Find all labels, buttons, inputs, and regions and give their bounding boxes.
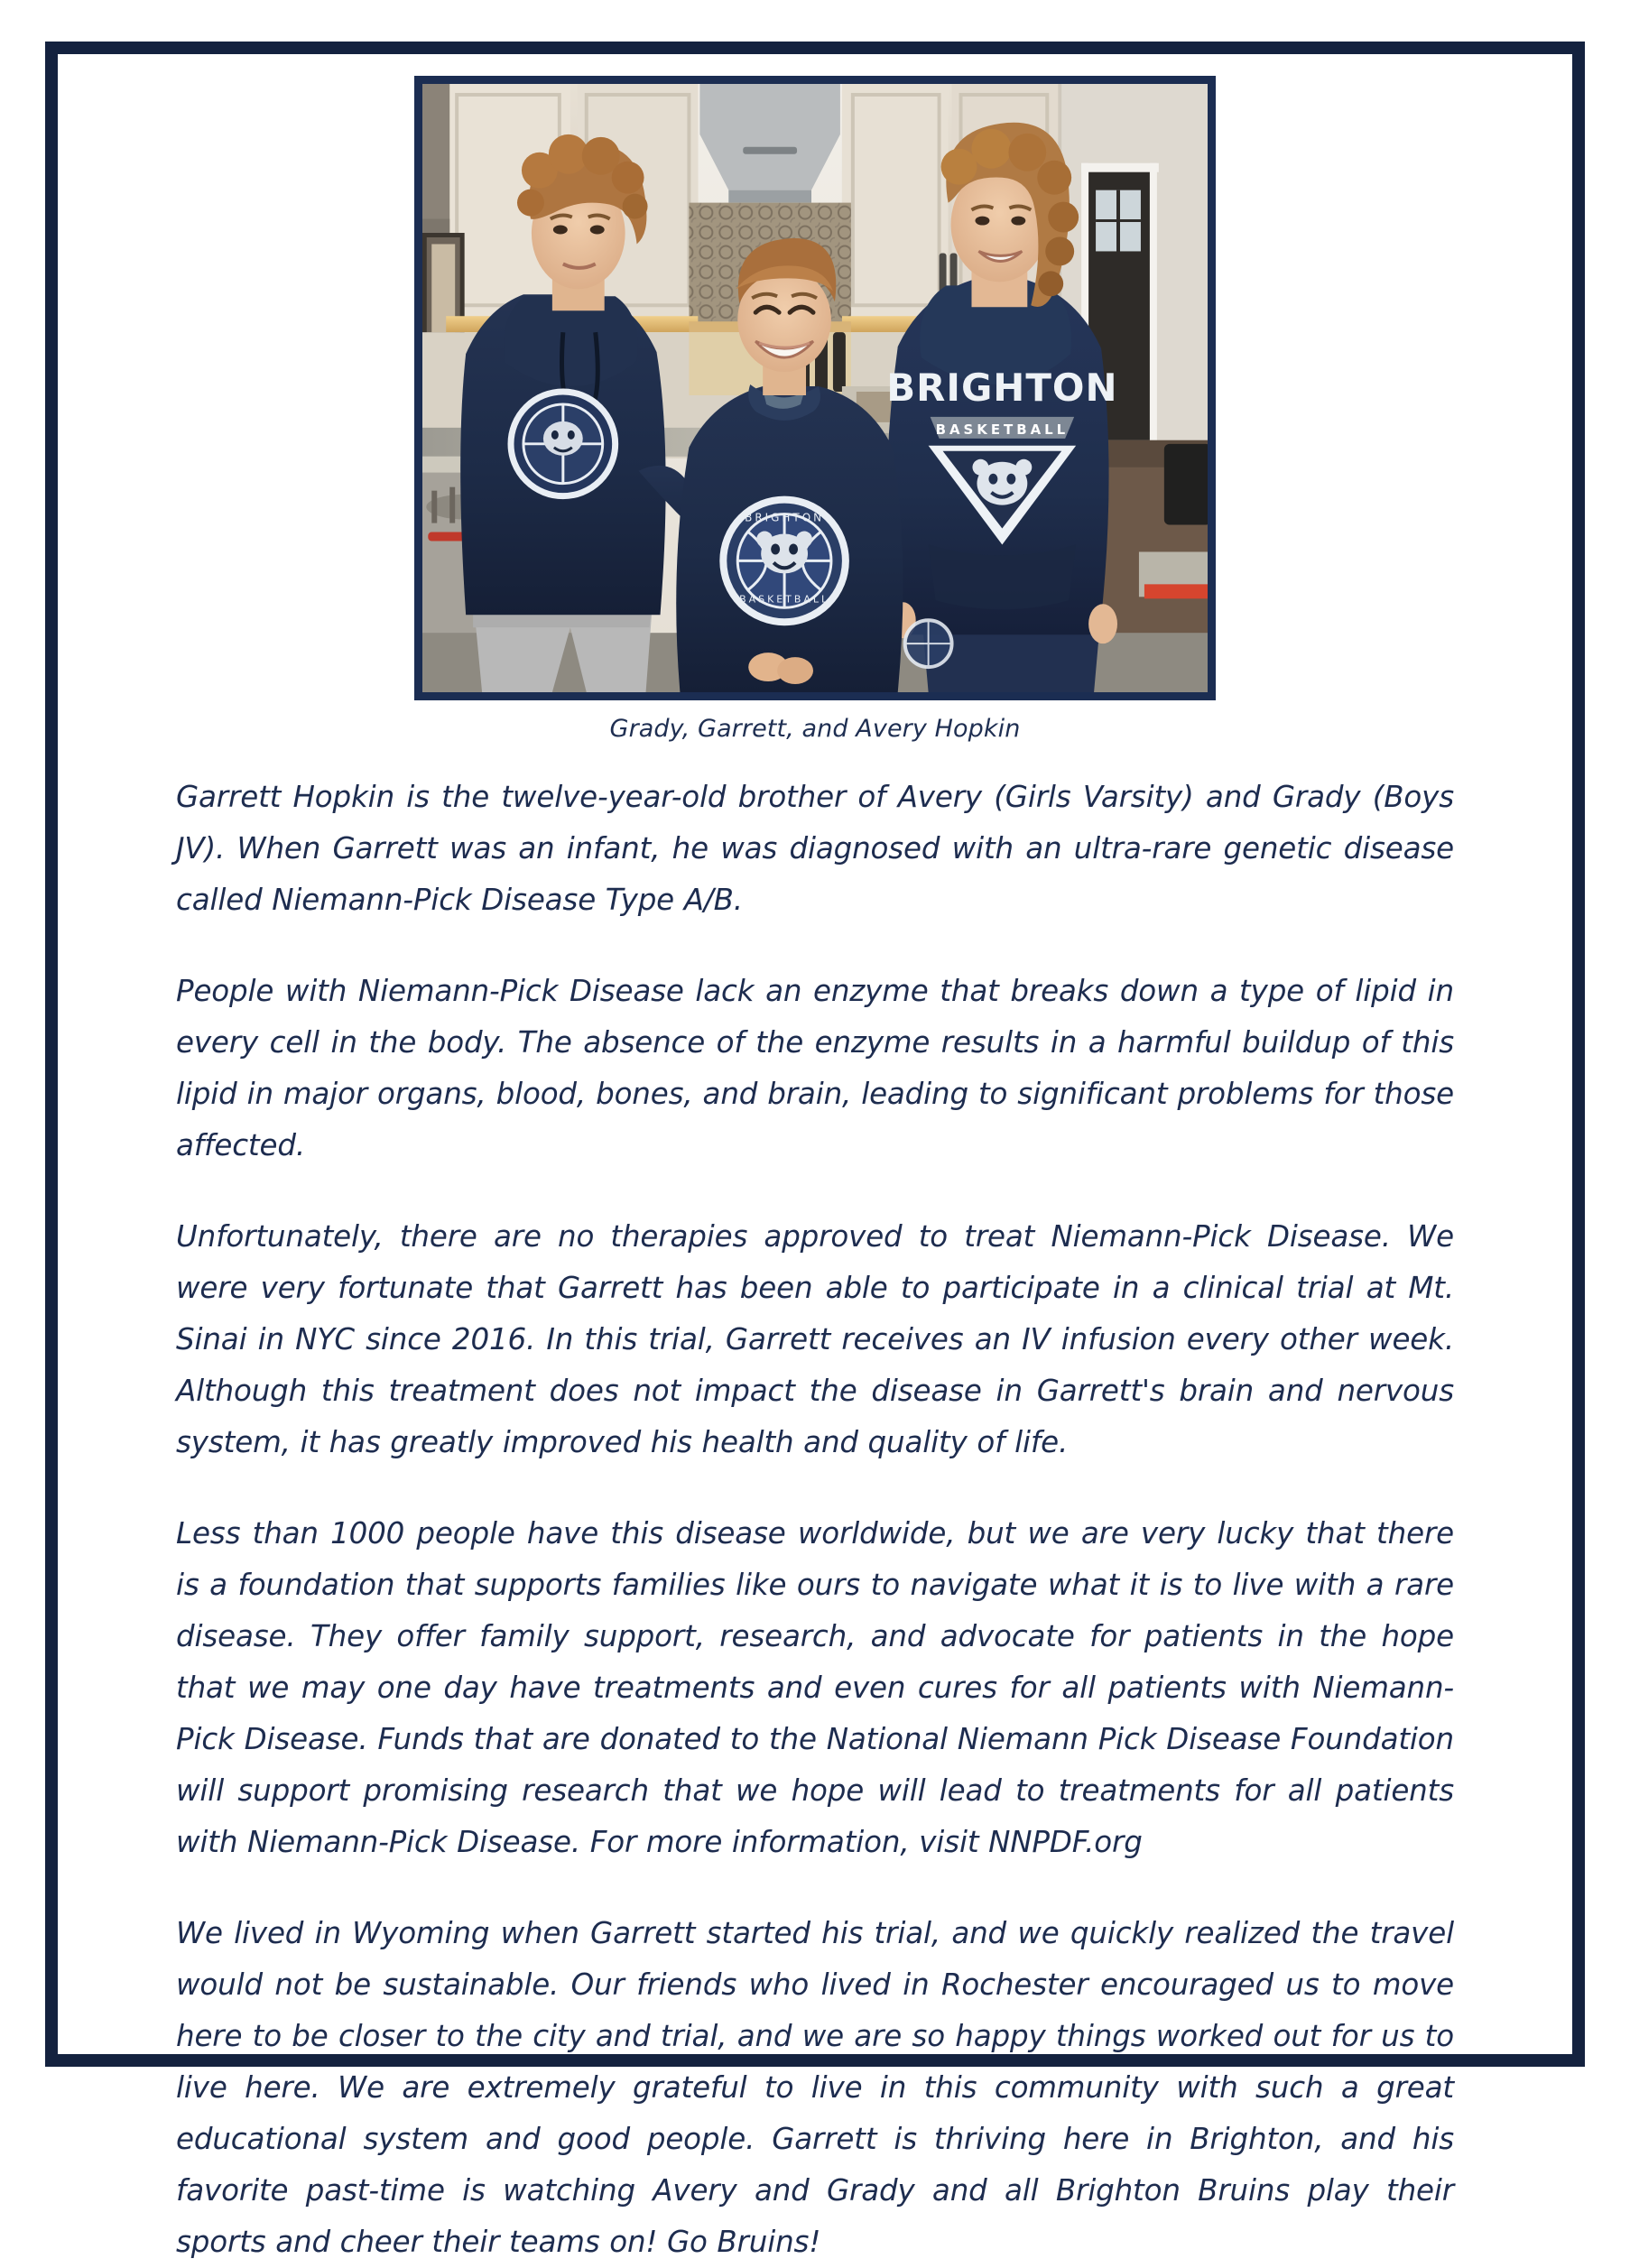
article-paragraph: People with Niemann-Pick Disease lack an enzyme that breaks down a type of lipid in every cell in the body. The absence of the enzyme results in a harmful buildup of this lipid in major organs, blood, bones, and brain, leading to significant problems for those affected. — [176, 973, 1454, 1162]
photo-block — [58, 54, 1572, 745]
article-paragraph: We lived in Wyoming when Garrett started his trial, and we quickly realized the travel would not be sustainable. Our friends who lived in Rochester encouraged us to move here to be closer to the city and trial, and we are so happy things worked out for us to live here. We are extremely grateful to live in this community with such a great educational system and good people. Garrett is thriving here in Brighton, and his favorite past-time is watching Avery and Grady and all Brighton Bruins play their sports and cheer their teams on! Go Bruins! — [176, 1915, 1454, 2259]
svg-text:BRIGHTON: BRIGHTON — [745, 511, 825, 524]
article-paragraph: Unfortunately, there are no therapies approved to treat Niemann-Pick Disease. We were very fortunate that Garrett has been able to participate in a clinical trial at Mt. Sinai in NYC since 2016. In this trial, Garrett receives an IV infusion every other week. Although this treatment does not impact the disease in Garrett's brain and nervous system, it has greatly improved his health and quality of life. — [176, 1218, 1454, 1459]
article-body — [176, 745, 1454, 2268]
article-paragraph: Garrett Hopkin is the twelve-year-old brother of Avery (Girls Varsity) and Grady (Boys JV). When Garrett was an infant, he was diagnosed with an ultra-rare genetic disease called Niemann-Pick Disease Type A/B. — [176, 779, 1454, 917]
svg-text:BASKETBALL: BASKETBALL — [935, 421, 1070, 438]
svg-text:BRIGHTON: BRIGHTON — [886, 365, 1118, 410]
page-content — [58, 54, 1572, 2259]
family-photo-frame — [414, 76, 1216, 700]
article-paragraph: Less than 1000 people have this disease worldwide, but we are very lucky that there is a foundation that supports families like ours to navigate what it is to live with a rare disease. They offer family support, research, and advocate for patients in the hope that we may one day have treatments and even cures for all patients with Niemann-Pick Disease. Funds that are donated to the National Niemann Pick Disease Foundation will support promising research that we hope will lead to treatments for all patients with Niemann-Pick Disease. For more information, visit NNPDF.org — [176, 1515, 1454, 1859]
photo-caption: Grady, Garrett, and Avery Hopkin — [609, 715, 1021, 743]
svg-text:BASKETBALL: BASKETBALL — [739, 593, 830, 606]
family-photo — [422, 84, 1208, 692]
